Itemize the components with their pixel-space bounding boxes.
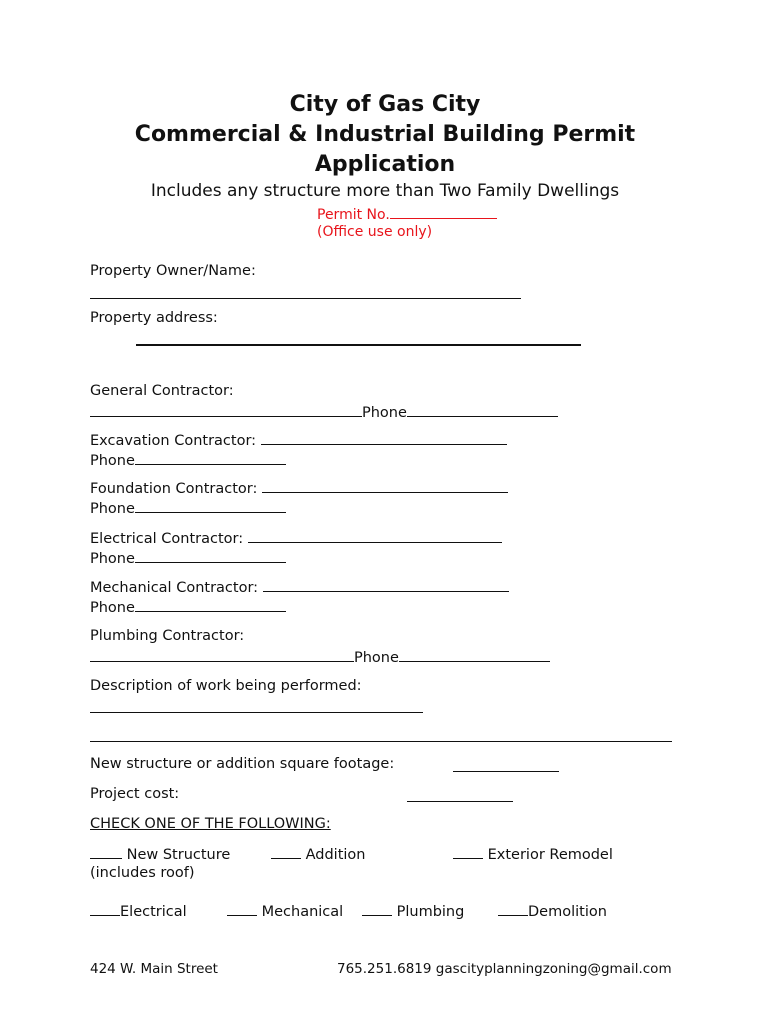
mechanical-phone-label: Phone — [90, 600, 135, 616]
general-contractor-label: General Contractor: — [90, 383, 234, 399]
option-electrical[interactable] — [90, 901, 187, 921]
electrical-label: Electrical — [120, 904, 187, 920]
description-input-line-1[interactable] — [90, 712, 423, 713]
addition-checkline[interactable] — [271, 844, 301, 859]
check-heading: CHECK ONE OF THE FOLLOWING: — [90, 816, 331, 832]
title-permit: Commercial & Industrial Building Permit — [134, 122, 636, 147]
new-structure-note: (includes roof) — [90, 865, 195, 881]
electrical-phone-line[interactable] — [135, 548, 286, 563]
foundation-phone-row — [90, 498, 286, 518]
description-label: Description of work being performed: — [90, 678, 362, 694]
electrical-contractor-row — [90, 528, 502, 548]
excavation-phone-line[interactable] — [135, 450, 286, 465]
property-address-input-line[interactable] — [136, 344, 581, 346]
plumbing-label: Plumbing — [396, 904, 465, 920]
footer-phone: 765.251.6819 — [337, 961, 432, 977]
square-footage-label: New structure or addition square footage: — [90, 756, 395, 772]
permit-number-field[interactable] — [317, 204, 497, 223]
option-plumbing[interactable] — [362, 901, 464, 921]
property-owner-input-line[interactable] — [90, 298, 521, 299]
plumbing-contractor-label: Plumbing Contractor: — [90, 628, 245, 644]
electrical-contractor-label: Electrical Contractor: — [90, 531, 244, 547]
square-footage-input-line[interactable] — [453, 771, 559, 772]
electrical-checkline[interactable] — [90, 901, 120, 916]
general-contractor-phone-label: Phone — [362, 405, 407, 421]
electrical-contractor-input-line[interactable] — [248, 528, 502, 543]
title-application: Application — [314, 152, 456, 177]
demolition-checkline[interactable] — [498, 901, 528, 916]
new-structure-label: New Structure — [126, 847, 231, 863]
exterior-remodel-checkline[interactable] — [453, 844, 483, 859]
mechanical-checkline[interactable] — [227, 901, 257, 916]
excavation-contractor-input-line[interactable] — [261, 430, 507, 445]
foundation-contractor-row — [90, 478, 508, 498]
exterior-remodel-label: Exterior Remodel — [487, 847, 613, 863]
project-cost-input-line[interactable] — [407, 801, 513, 802]
excavation-contractor-label: Excavation Contractor: — [90, 433, 257, 449]
foundation-phone-label: Phone — [90, 501, 135, 517]
footer-email[interactable]: gascityplanningzoning@gmail.com — [435, 961, 672, 977]
subtitle: Includes any structure more than Two Family Dwellings — [150, 181, 620, 201]
demolition-label: Demolition — [528, 904, 607, 920]
option-demolition[interactable] — [498, 901, 607, 921]
title-city: City of Gas City — [289, 92, 481, 117]
mechanical-label: Mechanical — [261, 904, 344, 920]
plumbing-phone-label: Phone — [354, 650, 399, 666]
project-cost-label: Project cost: — [90, 786, 180, 802]
option-new-structure[interactable] — [90, 844, 230, 864]
property-owner-label: Property Owner/Name: — [90, 263, 256, 279]
plumbing-contractor-input-line[interactable] — [90, 647, 354, 662]
general-contractor-row — [90, 402, 558, 422]
option-mechanical[interactable] — [227, 901, 343, 921]
new-structure-checkline[interactable] — [90, 844, 122, 859]
electrical-phone-label: Phone — [90, 551, 135, 567]
excavation-contractor-row — [90, 430, 507, 450]
option-addition[interactable] — [271, 844, 366, 864]
plumbing-contractor-row — [90, 647, 550, 667]
property-address-label: Property address: — [90, 310, 218, 326]
general-contractor-phone-line[interactable] — [407, 402, 558, 417]
addition-label: Addition — [305, 847, 366, 863]
mechanical-contractor-input-line[interactable] — [263, 577, 509, 592]
excavation-phone-row — [90, 450, 286, 470]
permit-number-line — [390, 204, 497, 219]
plumbing-checkline[interactable] — [362, 901, 392, 916]
permit-number-label: Permit No. — [317, 207, 390, 223]
office-use-note: (Office use only) — [317, 224, 433, 240]
general-contractor-input-line[interactable] — [90, 402, 362, 417]
foundation-contractor-input-line[interactable] — [262, 478, 508, 493]
footer-address: 424 W. Main Street — [90, 961, 218, 977]
description-input-line-2[interactable] — [90, 741, 672, 742]
foundation-contractor-label: Foundation Contractor: — [90, 481, 258, 497]
option-exterior-remodel[interactable] — [453, 844, 613, 864]
excavation-phone-label: Phone — [90, 453, 135, 469]
plumbing-phone-line[interactable] — [399, 647, 550, 662]
mechanical-phone-line[interactable] — [135, 597, 286, 612]
footer-contact — [337, 961, 672, 977]
electrical-phone-row — [90, 548, 286, 568]
mechanical-contractor-row — [90, 577, 509, 597]
mechanical-contractor-label: Mechanical Contractor: — [90, 580, 259, 596]
foundation-phone-line[interactable] — [135, 498, 286, 513]
mechanical-phone-row — [90, 597, 286, 617]
